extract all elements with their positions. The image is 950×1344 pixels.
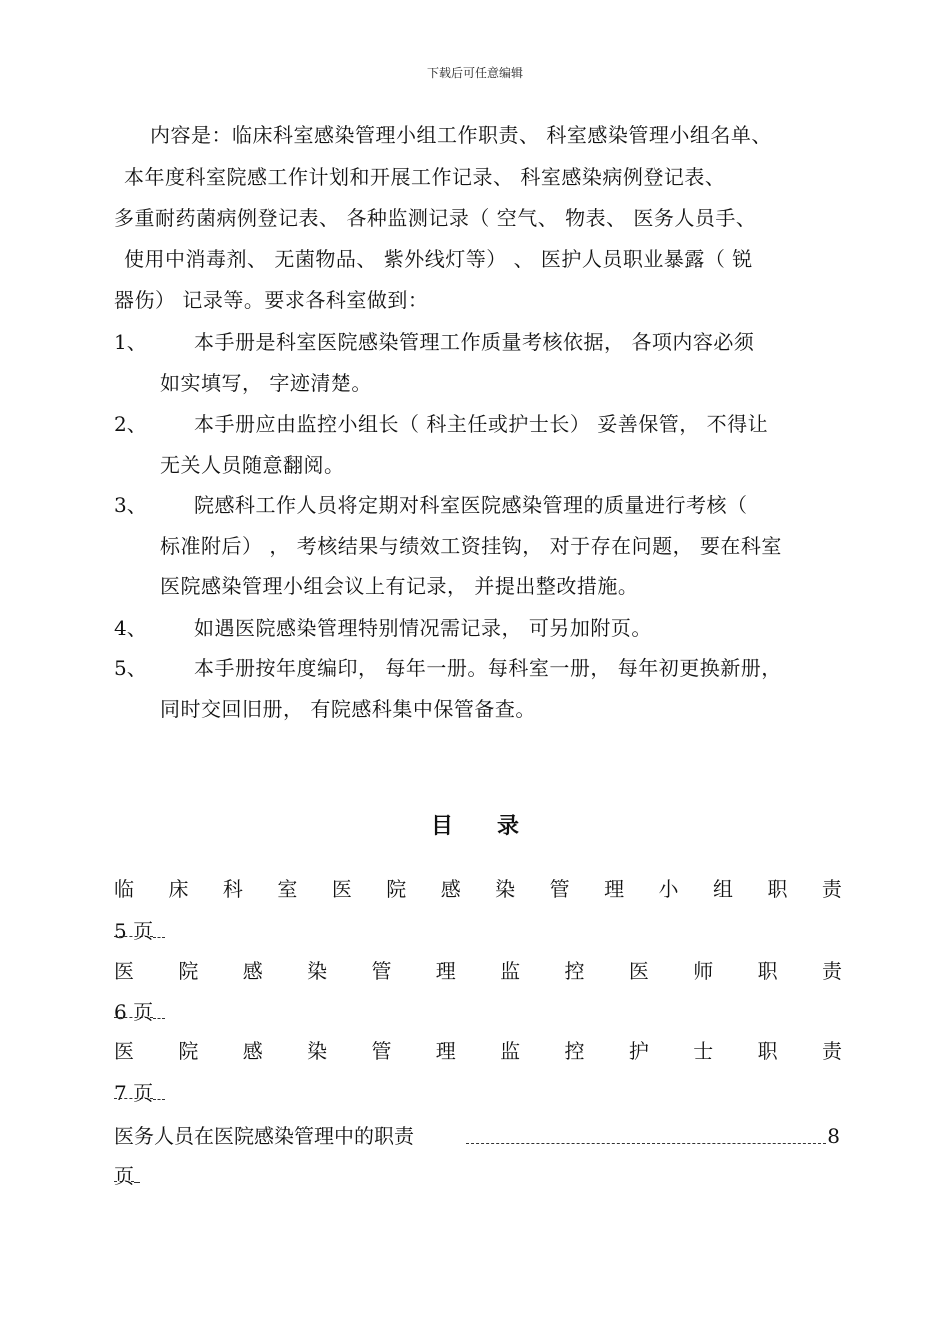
toc-entry-char: 理: [604, 877, 625, 901]
requirement-number: 5、: [114, 656, 147, 680]
toc-entry-char: 感: [440, 877, 461, 901]
toc-entry-char: 临: [114, 877, 134, 901]
requirement-number: 2、: [114, 412, 147, 436]
toc-page-label: 5 页: [114, 919, 154, 943]
toc-entry-char: 染: [307, 1039, 328, 1063]
toc-page-label: 7 页: [114, 1081, 154, 1105]
toc-page-label: 6 页: [114, 1000, 154, 1024]
toc-entry-char: 理: [435, 1039, 456, 1063]
toc-entry-char: 组: [712, 877, 733, 901]
toc-entry-char: 室: [277, 877, 298, 901]
requirement-number: 3、: [114, 493, 147, 517]
toc-entry-char: 职: [757, 1039, 778, 1063]
requirement-text: 院感科工作人员将定期对科室医院感染管理的质量进行考核（: [194, 493, 748, 517]
toc-entry-char: 医: [628, 959, 649, 983]
toc-page-unit: 页: [114, 1164, 134, 1188]
toc-entry-char: 责: [821, 877, 842, 901]
toc-entry-char: 师: [693, 959, 714, 983]
requirement-text: 如遇医院感染管理特别情况需记录， 可另加附页。: [194, 616, 652, 640]
toc-entry[interactable]: [114, 1038, 842, 1064]
toc-page-ref[interactable]: [114, 999, 165, 1025]
requirement-text: 标准附后） ， 考核结果与绩效工资挂钩， 对于存在问题， 要在科室: [160, 534, 782, 558]
toc-entry-char: 院: [178, 1039, 199, 1063]
toc-entry-char: 管: [371, 959, 392, 983]
toc-entry-char: 感: [242, 1039, 263, 1063]
requirement-text: 本手册按年度编印， 每年一册。每科室一册， 每年初更换新册，: [194, 656, 782, 680]
toc-entry-char: 医: [331, 877, 352, 901]
intro-line: 内容是：临床科室感染管理小组工作职责、 科室感染管理小组名单、: [150, 123, 772, 147]
toc-entry-char: 控: [564, 1039, 585, 1063]
toc-entry-char: 院: [178, 959, 199, 983]
toc-entry-char: 责: [821, 959, 842, 983]
requirement-text: 本手册应由监控小组长（ 科主任或护士长） 妥善保管， 不得让: [194, 412, 769, 436]
toc-entry[interactable]: [114, 876, 842, 902]
requirement-text: 如实填写， 字迹清楚。: [160, 371, 372, 395]
toc-entry-char: 院: [386, 877, 407, 901]
toc-page-ref[interactable]: [114, 918, 165, 944]
toc-entry-char: 染: [307, 959, 328, 983]
toc-entry-char: 床: [168, 877, 189, 901]
toc-entry-char: 医: [114, 959, 134, 983]
toc-entry-char: 控: [564, 959, 585, 983]
toc-entry-text: 医务人员在医院感染管理中的职责: [114, 1124, 414, 1148]
requirement-number: 4、: [114, 616, 147, 640]
page-header: 下载后可任意编辑: [426, 66, 523, 80]
toc-leader-dots: [466, 1143, 826, 1144]
toc-entry-char: 职: [757, 959, 778, 983]
toc-page-number: 8: [827, 1124, 840, 1148]
toc-page-ref: [114, 1163, 140, 1189]
toc-entry-char: 管: [549, 877, 570, 901]
toc-entry-char: 染: [495, 877, 516, 901]
intro-line: 器伤） 记录等。要求各科室做到：: [114, 288, 429, 312]
toc-entry-char: 职: [767, 877, 788, 901]
requirement-text: 医院感染管理小组会议上有记录， 并提出整改措施。: [160, 574, 639, 598]
toc-entry-char: 科: [222, 877, 243, 901]
toc-entry-char: 感: [242, 959, 263, 983]
toc-entry-char: 监: [500, 1039, 521, 1063]
toc-entry-char: 理: [435, 959, 456, 983]
toc-entry-char: 责: [821, 1039, 842, 1063]
requirement-number: 1、: [114, 330, 147, 354]
intro-line: 多重耐药菌病例登记表、 各种监测记录（ 空气、 物表、 医务人员手、: [114, 206, 757, 230]
toc-entry-char: 医: [114, 1039, 134, 1063]
toc-entry-char: 监: [500, 959, 521, 983]
intro-line: 本年度科室院感工作计划和开展工作记录、 科室感染病例登记表、: [124, 165, 726, 189]
toc-entry[interactable]: [114, 1123, 840, 1149]
requirement-text: 无关人员随意翻阅。: [160, 453, 345, 477]
requirement-text: 同时交回旧册， 有院感科集中保管备查。: [160, 697, 536, 721]
toc-entry[interactable]: [114, 958, 842, 984]
toc-entry-char: 小: [658, 877, 679, 901]
intro-line: 使用中消毒剂、 无菌物品、 紫外线灯等） 、 医护人员职业暴露（ 锐: [124, 247, 753, 271]
requirement-text: 本手册是科室医院感染管理工作质量考核依据， 各项内容必须: [194, 330, 755, 354]
toc-page-ref[interactable]: [114, 1080, 165, 1106]
toc-entry-char: 士: [693, 1039, 714, 1063]
toc-title: 目录: [430, 813, 563, 839]
toc-entry-char: 护: [628, 1039, 649, 1063]
toc-entry-char: 管: [371, 1039, 392, 1063]
